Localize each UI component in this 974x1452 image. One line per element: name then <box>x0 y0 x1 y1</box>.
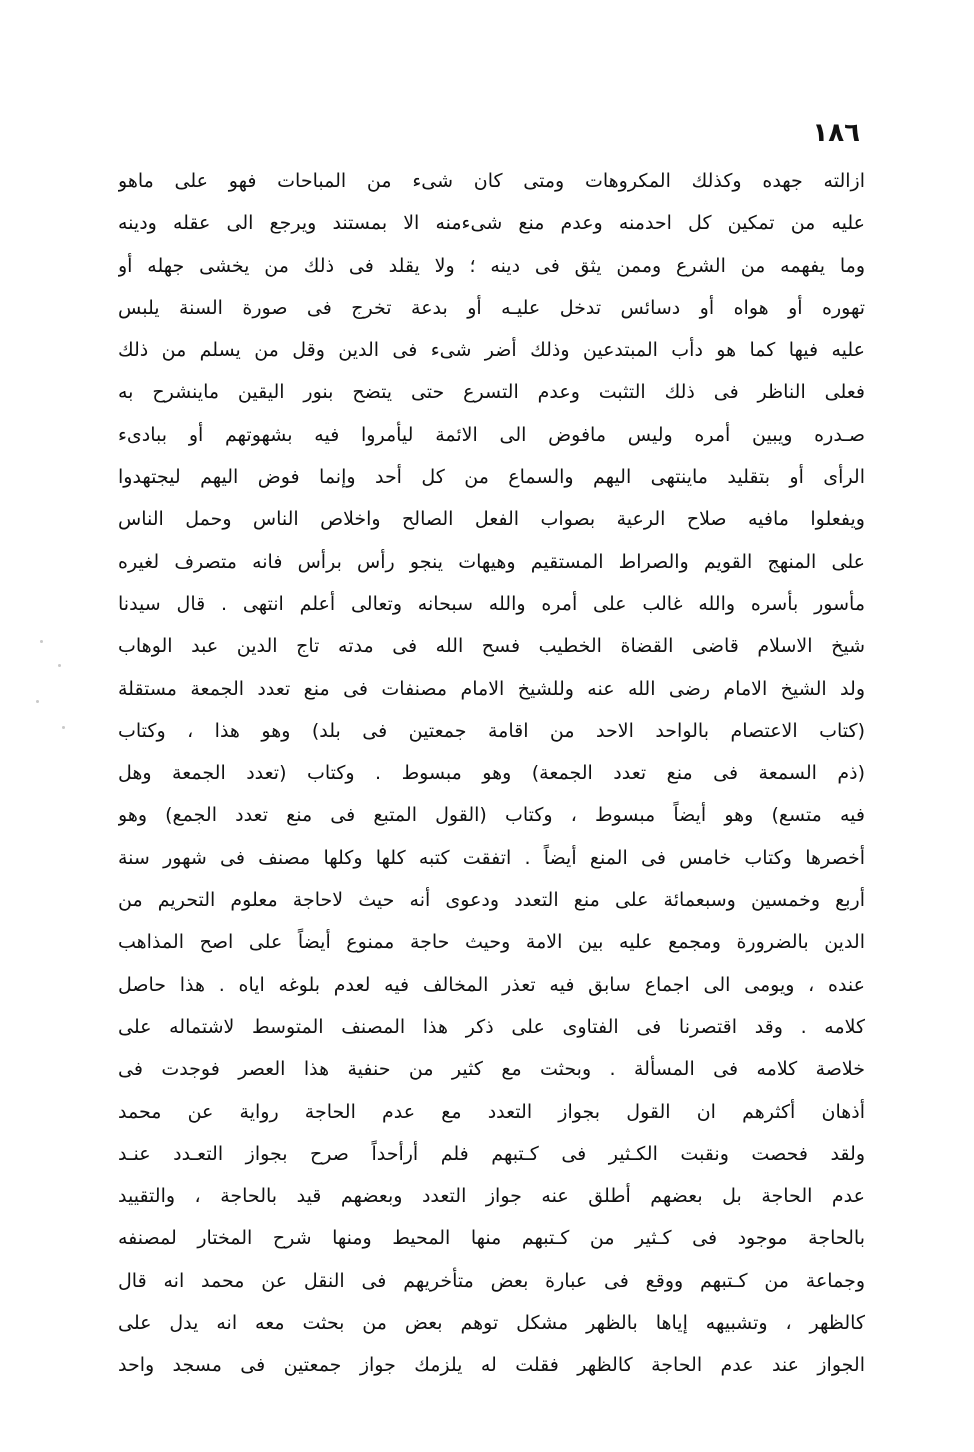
text-line: فعلى الناظر فى ذلك التثبت وعدم التسرع حتى يتضح بنور اليقين ماينشرح به <box>118 381 865 404</box>
text-line: عليه من تمكين كل احدمنه وعدم منع شىءمنه الا بمستند ويرجع الى عقله ودينه <box>118 212 865 235</box>
body-text <box>118 160 865 1387</box>
text-line: عنده ، ويومى الى اجماع سابق فيه تعذر المخالف فيه لعدم بلوغه اياه . هذا حاصل <box>118 973 865 996</box>
scan-speck <box>36 700 39 703</box>
text-line: (ذم السمعة فى منع تعدد الجمعة) وهو مبسوط . وكتاب (تعدد الجمعة وهل <box>118 762 865 785</box>
text-line: أذهان أكثرهم ان القول بجواز التعدد مع عدم الحاجة رواية عن محمد <box>118 1100 865 1123</box>
text-line: تهوره أو هواه أو دسائس تدخل عليـه أو بدعة تخرج فى صورة السنة يلبس <box>118 296 865 319</box>
text-line: الجواز عند عدم الحاجة كالظهر فقلت له يلزمك جواز جمعتين فى مسجد واحد <box>118 1354 865 1377</box>
text-line: الرأى أو بتقليد ماينتهى اليهم والسماع من كل أحد وإنما فوض اليهم ليجتهدوا <box>118 466 865 489</box>
page-number: ١٨٦ <box>812 118 860 148</box>
scan-speck <box>62 726 65 729</box>
text-line: مأسور بأسره والله غالب على أمره والله سبحانه وتعالى أعلم انتهى . قال سيدنا <box>118 592 865 615</box>
text-line: أخصرها وكتاب خامس فى المنع أيضاً . اتفقت كتبه كلها وكلها مصنف فى شهور سنة <box>118 846 865 869</box>
text-line: ازالته جهده وكذلك المكروهات ومتى كان شىء من المباحات فهو على ماهو <box>118 170 865 192</box>
text-line: صـدره ويبين أمره وليس مافوض الى الائمة ليأمروا فيه بشهوتهم أو ببادىء <box>118 423 865 446</box>
text-line: كلامه . وقد اقتصرنا فى الفتاوى على ذكر هذا المصنف المتوسط لاشتماله على <box>118 1015 865 1038</box>
scan-speck <box>40 640 43 643</box>
text-line: أربع وخمسين وسبعمائة على منع التعدد ودعوى أنه حيث لاحاجة معلوم التحريم من <box>118 889 865 912</box>
text-line: ولد الشيخ الامام رضى الله عنه وللشيخ الامام مصنفات فى منع تعدد الجمعة مستقلة <box>118 677 865 700</box>
text-line: عليه فيها كما هو دأب المبتدعين وذلك أضر شىء فى الدين وقل من يسلم من ذلك <box>118 339 865 362</box>
text-line: ولقد فحصت ونقبت الكـثير فى كـتبهم فلم أرأحداً صرح بجواز التعـدد عنـد <box>118 1142 865 1165</box>
text-line: خلاصة كلامه فى المسألة . وبحثت مع كثير من حنفية هذا العصر فوجدت فى <box>118 1058 865 1081</box>
text-line: (كتاب الاعتصام بالواحد الاحد من اقامة جمعتين فى بلد) وهو هذا ، وكتاب <box>118 719 865 742</box>
text-line: بالحاجة موجود فى كـثير من كـتبهم منها المحيط ومنها شرح المختار لمصنفه <box>118 1227 865 1250</box>
text-line: على المنهج القويم والصراط المستقيم وهيهات ينجو رأس برأس فانه متصرف لغيره <box>118 550 865 573</box>
text-line: شيخ الاسلام قاضى القضاة الخطيب فسح الله فى مدته تاج الدين عبد الوهاب <box>118 635 865 658</box>
text-line: الدين بالضرورة ومجمع عليه بين الامة وحيث حاجة ممنوع أيضاً على اصح المذاهب <box>118 931 865 954</box>
text-line: عدم الحاجة بل بعضهم أطلق عنه جواز التعدد وبعضهم قيد بالحاجة ، والتقييد <box>118 1185 865 1208</box>
scan-speck <box>58 664 61 667</box>
text-line: فيه متسع) وهو أيضاً مبسوط ، وكتاب (القول المتبع فى منع تعدد الجمع) وهو <box>118 804 865 827</box>
text-line: وما يفهمه من الشرع وممن يثق فى دينه ؛ ولا يقلد فى ذلك من يخشى جهله أو <box>118 254 865 277</box>
text-line: ويفعلوا مافيه صلاح الرعية بصواب الفعل الصالح واخلاص الناس وحمل الناس <box>118 508 865 531</box>
text-line: كالظهر ، وتشبيهه إياها بالظهر مشكل توهم بعض من بحثت معه انه يدل على <box>118 1312 865 1335</box>
text-line: وجماعة من كـتبهم ووقع فى عبارة بعض متأخريهم فى النقل عن محمد انه قال <box>118 1269 865 1292</box>
